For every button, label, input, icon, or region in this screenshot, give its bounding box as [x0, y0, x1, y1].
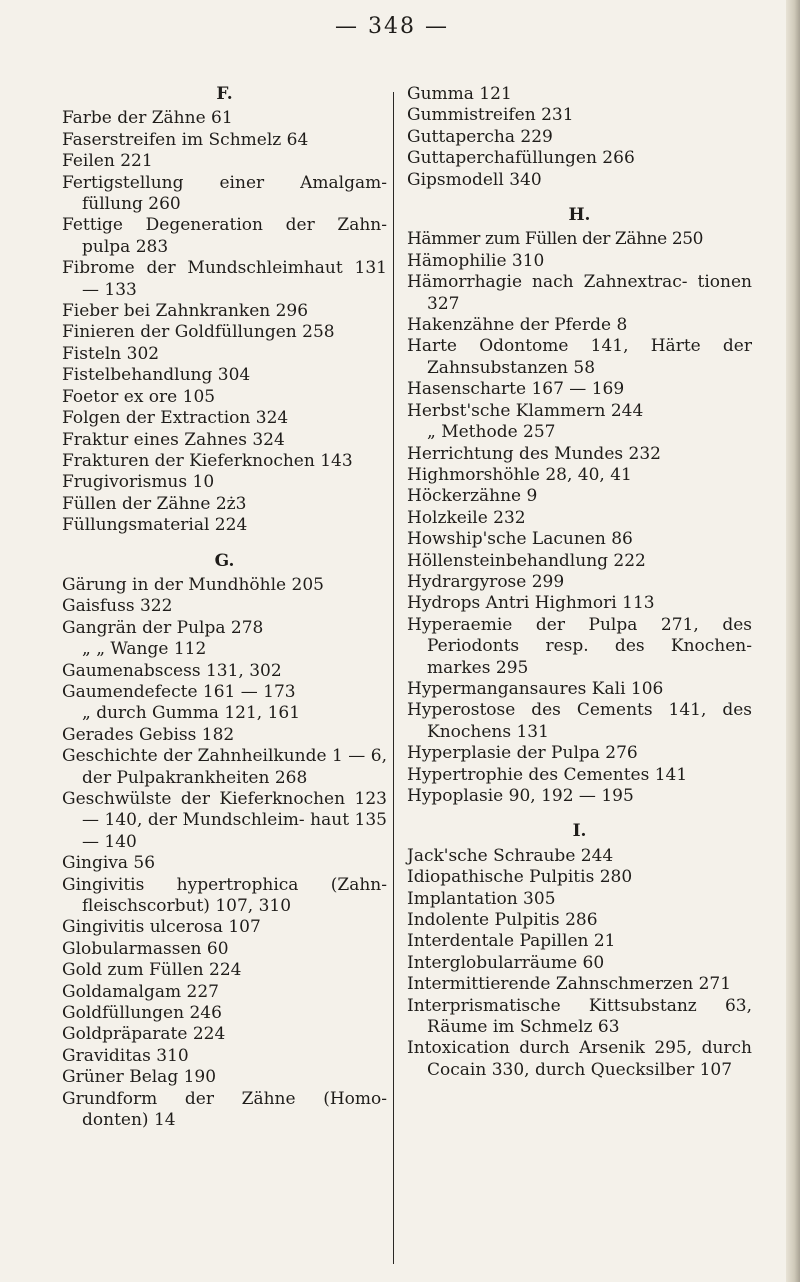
index-entry: Hasenscharte 167 — 169: [407, 379, 625, 400]
index-entry: Guttapercha 229: [407, 126, 553, 147]
left-column: [62, 84, 387, 1132]
index-entry: Folgen der Extraction 324: [62, 408, 289, 429]
index-entry: Frakturen der Kieferknochen 143: [62, 450, 353, 471]
index-entry: Gingivitis hypertrophica (Zahn- fleischscorbut) 107, 310: [62, 874, 387, 917]
index-entry: Gold zum Füllen 224: [62, 960, 242, 981]
index-entry: Gummistreifen 231: [407, 105, 574, 126]
column-divider: [393, 92, 394, 1264]
index-entry: Grundform der Zähne (Homo- donten) 14: [62, 1088, 387, 1131]
page-edge: [786, 0, 800, 1282]
index-entry: Hydrargyrose 299: [407, 571, 565, 592]
index-entry: Jack'sche Schraube 244: [407, 845, 614, 866]
index-entry: Herbst'sche Klammern 244: [407, 400, 644, 421]
index-entry: Highmorshöhle 28, 40, 41: [407, 464, 632, 485]
index-entry: Foetor ex ore 105: [62, 386, 216, 407]
index-entry: Interprismatische Kittsubstanz 63, Räume im Schmelz 63: [407, 995, 752, 1038]
index-entry: Gingivitis ulcerosa 107: [62, 917, 261, 938]
index-entry: Geschwülste der Kieferknochen 123 — 140, der Mundschleim- haut 135 — 140: [62, 789, 387, 852]
index-entry: Hypoplasie 90, 192 — 195: [407, 786, 634, 806]
index-entry: Gumma 121: [407, 84, 512, 104]
index-entry: Goldpräparate 224: [62, 1024, 226, 1045]
index-entry: Goldfüllungen 246: [62, 1003, 222, 1024]
index-entry: Frugivorismus 10: [62, 472, 215, 493]
index-entry: Globularmassen 60: [62, 938, 229, 959]
index-entry: Interglobularräume 60: [407, 952, 605, 973]
index-entry: Faserstreifen im Schmelz 64: [62, 129, 309, 150]
index-entry: Indolente Pulpitis 286: [407, 910, 598, 931]
index-entry: Hyperostose des Cements 141, des Knochens 131: [407, 700, 752, 742]
index-entry: Fisteln 302: [62, 343, 160, 364]
index-entry: Gerades Gebiss 182: [62, 724, 235, 745]
index-entry: Füllungsmaterial 224: [62, 515, 248, 536]
index-entry: Gaumendefecte 161 — 173: [62, 681, 296, 702]
index-entry: Intoxication durch Arsenik 295, durch Cocain 330, durch Quecksilber 107: [407, 1038, 752, 1080]
index-entry: Intermittierende Zahnschmerzen 271: [407, 974, 732, 995]
section-heading-f: F.: [216, 84, 233, 104]
index-entry: Gingiva 56: [62, 853, 156, 874]
index-entry: Hakenzähne der Pferde 8: [407, 315, 628, 336]
index-entry: Finieren der Goldfüllungen 258: [62, 322, 335, 343]
index-entry: Hämophilie 310: [407, 250, 545, 271]
right-column: [407, 84, 752, 1081]
index-entry: „ Methode 257: [427, 422, 556, 443]
index-entry: Hydrops Antri Highmori 113: [407, 593, 655, 614]
index-entry: Gangrän der Pulpa 278: [62, 617, 264, 638]
index-entry: Hyperplasie der Pulpa 276: [407, 743, 638, 764]
index-entry: Herrichtung des Mundes 232: [407, 443, 661, 464]
index-entry: Grüner Belag 190: [62, 1067, 217, 1088]
index-entry: Hypertrophie des Cementes 141: [407, 764, 688, 785]
index-entry: Höllensteinbehandlung 222: [407, 550, 646, 571]
index-entry: Hämmer zum Füllen der Zähne 250: [407, 229, 704, 250]
page-number: — 348 —: [335, 14, 449, 39]
index-entry: Fibrome der Mundschleimhaut 131 — 133: [62, 258, 387, 300]
index-entry: Graviditas 310: [62, 1045, 189, 1066]
index-entry: Fieber bei Zahnkranken 296: [62, 301, 309, 322]
index-entry: Gipsmodell 340: [407, 169, 542, 190]
section-heading-i: I.: [572, 821, 587, 842]
index-entry: Gärung in der Mundhöhle 205: [62, 574, 324, 595]
index-entry: Harte Odontome 141, Härte der Zahnsubstanzen 58: [407, 336, 752, 378]
index-entry: Höckerzähne 9: [407, 486, 538, 507]
index-entry: Gaisfuss 322: [62, 596, 173, 617]
index-entry: Fettige Degeneration der Zahn- pulpa 283: [62, 215, 387, 257]
index-entry: Idiopathische Pulpitis 280: [407, 867, 633, 888]
index-entry: Füllen der Zähne 2ż3: [62, 493, 247, 514]
index-entry: Fraktur eines Zahnes 324: [62, 429, 285, 450]
index-entry: Fertigstellung einer Amalgam- füllung 260: [62, 172, 387, 215]
index-entry: Holzkeile 232: [407, 507, 526, 528]
index-entry: Implantation 305: [407, 888, 556, 909]
index-entry: Hypermangansaures Kali 106: [407, 678, 664, 699]
index-entry: „ durch Gumma 121, 161: [82, 703, 301, 724]
index-entry: „ „ Wange 112: [82, 639, 207, 660]
index-entry: Gaumenabscess 131, 302: [62, 660, 282, 681]
index-entry: Interdentale Papillen 21: [407, 931, 616, 952]
index-entry: Feilen 221: [62, 151, 153, 172]
index-entry: Fistelbehandlung 304: [62, 365, 251, 386]
index-entry: Hämorrhagie nach Zahnextrac- tionen 327: [407, 272, 752, 314]
index-entry: Goldamalgam 227: [62, 981, 219, 1002]
section-heading-g: G.: [214, 550, 235, 571]
index-entry: Geschichte der Zahnheilkunde 1 — 6, der Pulpakrankheiten 268: [62, 746, 387, 788]
index-entry: Guttaperchafüllungen 266: [407, 148, 635, 169]
index-entry: Howship'sche Lacunen 86: [407, 529, 633, 550]
index-entry: Hyperaemie der Pulpa 271, des Periodonts resp. des Knochen- markes 295: [407, 614, 752, 678]
section-heading-h: H.: [568, 205, 591, 226]
index-entry: Farbe der Zähne 61: [62, 108, 233, 129]
